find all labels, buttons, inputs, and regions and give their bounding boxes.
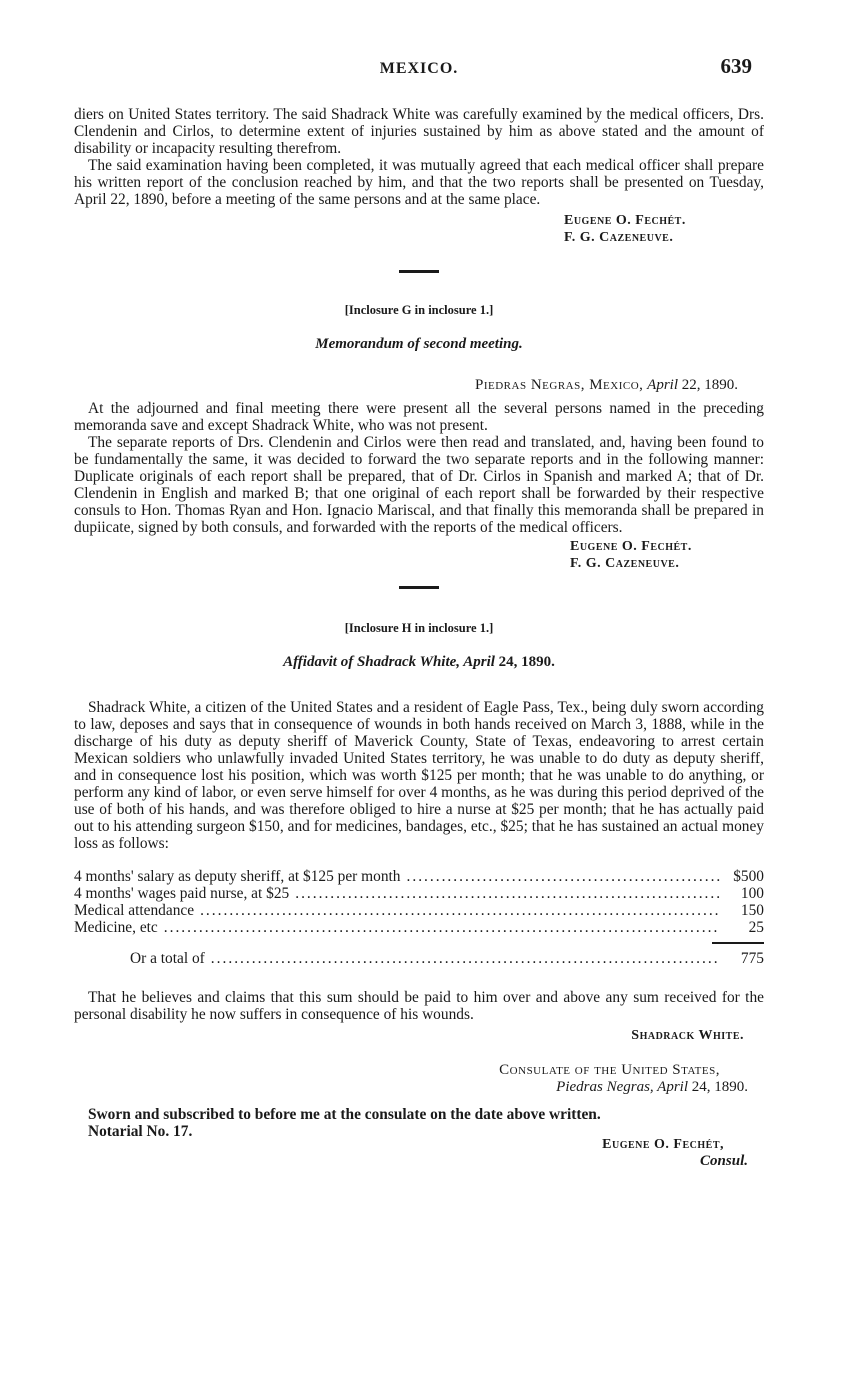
expense-amount: 100 — [740, 885, 764, 902]
inclosure-g-heading: [Inclosure G in inclosure 1.] — [344, 303, 494, 317]
intro-paragraph-2: The said examination having been completed, it was mutually agreed that each medical officer shall prepare his written report of the conclusion reached by him, and that the two reports shall be presented on Tuesday, April 22, 1890, before a meeting of the same persons and at the same place. — [74, 157, 764, 208]
inclosure-g-place-date — [74, 377, 764, 394]
expense-label: 4 months' wages paid nurse, at $25 — [74, 885, 290, 902]
consulate-date: 24, 1890. — [691, 1079, 748, 1095]
total-amount: 775 — [740, 950, 764, 967]
inclosure-g-place: Piedras Negras, Mexico, — [475, 377, 644, 393]
inclosure-g-signature-1: Eugene O. Fechét. — [570, 539, 692, 554]
expense-amount: 25 — [748, 919, 764, 936]
leader-dots — [211, 950, 720, 967]
total-label: Or a total of — [130, 950, 205, 967]
inclosure-h-title-date: 24, 1890. — [498, 654, 555, 670]
section-divider — [399, 586, 439, 589]
intro-paragraph-1: diers on United States territory. The said Shadrack White was carefully examined by the medical officers, Drs. Clendenin and Cirlos, to determine extent of injuries sustained by him as above stated and the amount of disability or incapacity resulting therefrom. — [74, 106, 764, 157]
expense-label: 4 months' salary as deputy sheriff, at $125 per month — [74, 868, 401, 885]
expense-row — [74, 885, 764, 902]
section-divider — [399, 270, 439, 273]
notarial-number: Notarial No. 17. — [88, 1123, 193, 1140]
inclosure-g-signature-2: F. G. Cazeneuve. — [570, 556, 680, 571]
inclosure-g-paragraph-1: At the adjourned and final meeting there were present all the several persons named in the preceding memoranda save and except Shadrack White, who was not present. — [74, 400, 764, 434]
sworn-statement: Sworn and subscribed to before me at the consulate on the date above written. — [88, 1106, 601, 1123]
expense-list — [74, 868, 764, 967]
expense-total-row — [74, 950, 764, 967]
inclosure-g-paragraph-2: The separate reports of Drs. Clendenin and Cirlos were then read and translated, and, having been found to be fundamentally the same, it was decided to forward the two separate reports and in the following manner: Duplicate originals of each report shall be prepared, that of Dr. Cirlos in Spanish and marked A; that of Dr. Clendenin in English and marked B; that one original of each report shall be forwarded by their respective consuls to Hon. Thomas Ryan and Hon. Ignacio Mariscal, and that finally this memoranda shall be prepared in dupiicate, signed by both consuls, and forwarded with the reports of the medical officers. — [74, 434, 764, 536]
consul-name: Eugene O. Fechét, — [602, 1137, 724, 1152]
running-title: MEXICO. — [379, 60, 459, 77]
leader-dots — [200, 902, 720, 919]
intro-signature-1: Eugene O. Fechét. — [564, 213, 686, 228]
page-header — [74, 52, 764, 86]
expense-label: Medicine, etc — [74, 919, 158, 936]
inclosure-g-title: Memorandum of second meeting. — [315, 336, 523, 352]
leader-dots — [407, 868, 721, 885]
leader-dots — [164, 919, 720, 936]
consul-title: Consul. — [700, 1153, 748, 1169]
affidavit-paragraph-1: Shadrack White, a citizen of the United States and a resident of Eagle Pass, Tex., being duly sworn according to law, deposes and says that in consequence of wounds in both hands received on March 3, 1888, while in the discharge of his duty as deputy sheriff of Maverick County, State of Texas, endeavoring to arrest certain Mexican soldiers who unlawfully invaded United States territory, he was unable to do duty as deputy sheriff, and in consequence lost his position, which was worth $125 per month; that he was unable to do anything, or perform any kind of labor, or even serve himself for over 4 months, as he was during this period deprived of the use of both of his hands, and was therefore obliged to hire a nurse at $25 per month; that he has actually paid out to his attending surgeon $150, and for medicines, bandages, etc., $25; that he has sustained an actual money loss as follows: — [74, 699, 764, 852]
document-page — [74, 52, 764, 1170]
inclosure-h-title-italic: Affidavit of Shadrack White, April — [283, 654, 495, 670]
expense-amount: $500 — [733, 868, 764, 885]
expense-row — [74, 868, 764, 885]
inclosure-g-date-day: 22, 1890. — [681, 377, 738, 393]
consulate-name: Consulate of the United States, — [499, 1062, 720, 1078]
expense-row — [74, 902, 764, 919]
intro-signature-2: F. G. Cazeneuve. — [564, 230, 674, 245]
affidavit-signature: Shadrack White. — [631, 1028, 744, 1043]
affidavit-paragraph-2: That he believes and claims that this sum should be paid to him over and above any sum received for the personal disability he now suffers in consequence of his wounds. — [74, 989, 764, 1023]
page-number: 639 — [720, 54, 752, 78]
leader-dots — [295, 885, 720, 902]
expense-amount: 150 — [740, 902, 764, 919]
inclosure-h-heading: [Inclosure H in inclosure 1.] — [344, 621, 494, 635]
consulate-place: Piedras Negras, April — [556, 1079, 688, 1095]
total-rule — [712, 942, 764, 944]
consulate-block — [74, 1062, 764, 1096]
consulate-place-date — [74, 1079, 748, 1096]
expense-label: Medical attendance — [74, 902, 195, 919]
inclosure-h-title — [74, 654, 764, 671]
inclosure-g-date-month: April — [647, 377, 678, 393]
consul-signature-block — [74, 1136, 764, 1170]
expense-row — [74, 919, 764, 936]
